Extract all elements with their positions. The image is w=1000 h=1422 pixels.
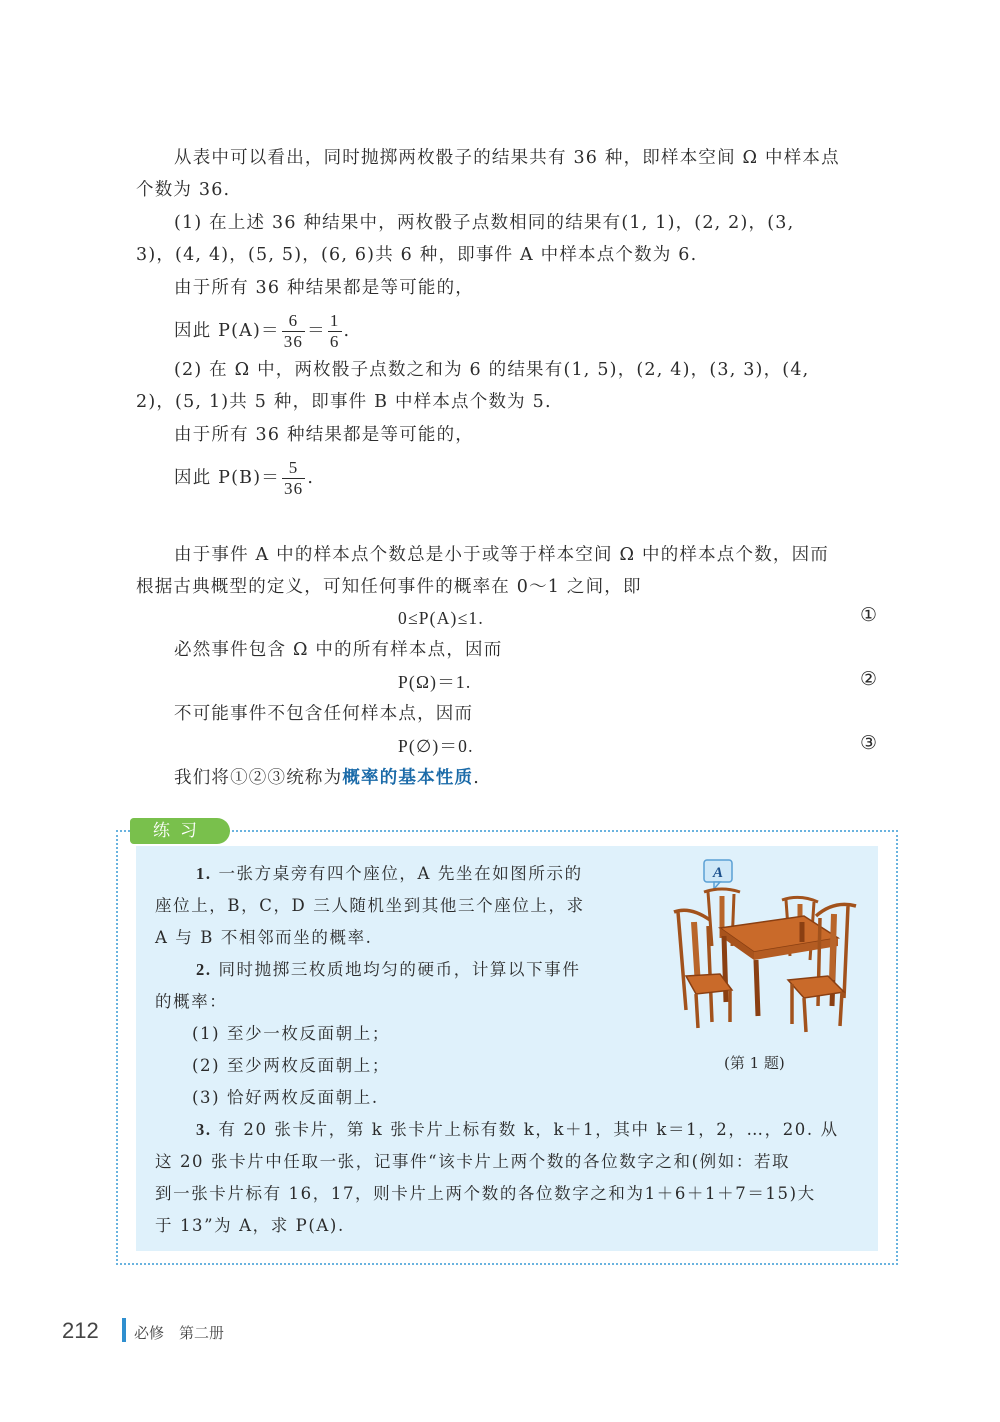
exercise-line: (1) 至少一枚反面朝上； xyxy=(192,1024,390,1043)
equation-2: P(Ω)＝1. xyxy=(398,672,472,692)
text-line: 由于所有 36 种结果都是等可能的， xyxy=(174,425,474,445)
numerator: 6 xyxy=(282,311,305,332)
denominator: 6 xyxy=(329,332,340,351)
exercise-line: (2) 至少两枚反面朝上； xyxy=(192,1056,390,1075)
figure-label: A xyxy=(712,865,724,881)
numerator: 1 xyxy=(329,311,340,330)
exercise-line: (3) 恰好两枚反面朝上. xyxy=(192,1088,379,1107)
fraction xyxy=(328,311,342,352)
speech-bubble xyxy=(704,860,732,889)
fraction xyxy=(282,458,305,499)
fraction xyxy=(282,311,305,352)
question-text: 有 20 张卡片，第 k 张卡片上标有数 k，k＋1，其中 k＝1，2，…，20. 从 xyxy=(218,1120,839,1139)
probability-a-formula xyxy=(174,308,350,354)
text-line: 必然事件包含 Ω 中的所有样本点，因而 xyxy=(174,640,503,660)
formula-prefix: 因此 P(A)＝ xyxy=(174,321,280,341)
text-span: . xyxy=(473,768,480,788)
exercise-line: 这 20 张卡片中任取一张，记事件“该卡片上两个数的各位数字之和(例如：若取 xyxy=(155,1152,791,1171)
probability-b-formula xyxy=(174,455,314,501)
text-line: 3)，(4, 4)，(5, 5)，(6, 6)共 6 种，即事件 A 中样本点个数为 6. xyxy=(136,245,698,265)
question-text: 同时抛掷三枚质地均匀的硬币，计算以下事件 xyxy=(218,960,581,979)
figure-caption: (第 1 题) xyxy=(724,1054,785,1072)
equation-1: 0≤P(A)≤1. xyxy=(398,608,484,628)
text-line: 2)，(5, 1)共 5 种，即事件 B 中样本点个数为 5. xyxy=(136,392,552,412)
equation-3: P(∅)＝0. xyxy=(398,736,474,756)
equation-number-2: ② xyxy=(860,668,878,690)
question-number: 3. xyxy=(196,1120,212,1139)
question-text: 一张方桌旁有四个座位，A 先坐在如图所示的 xyxy=(218,864,583,883)
question-number: 1. xyxy=(196,864,212,883)
exercise-line: 座位上，B，C，D 三人随机坐到其他三个座位上，求 xyxy=(155,896,585,915)
text-line: 根据古典概型的定义，可知任何事件的概率在 0～1 之间，即 xyxy=(136,577,642,597)
exercise-line xyxy=(196,1118,839,1142)
text-line: (1) 在上述 36 种结果中，两枚骰子点数相同的结果有(1, 1)，(2, 2)，(3, xyxy=(174,213,795,233)
exercise-line: 于 13”为 A，求 P(A). xyxy=(155,1216,345,1235)
equation-number-3: ③ xyxy=(860,732,878,754)
exercise-line: 到一张卡片标有 16，17，则卡片上两个数的各位数字之和为1＋6＋1＋7＝15)大 xyxy=(155,1184,816,1203)
exercise-tag: 练习 xyxy=(130,818,230,844)
key-term: 概率的基本性质 xyxy=(342,768,474,788)
formula-prefix: 因此 P(B)＝ xyxy=(174,468,280,488)
page-number: 212 xyxy=(62,1318,99,1343)
question-number: 2. xyxy=(196,960,212,979)
text-line: (2) 在 Ω 中，两枚骰子点数之和为 6 的结果有(1, 5)，(2, 4)，(3, 3)，(4, xyxy=(174,360,810,380)
text-line: 不可能事件不包含任何样本点，因而 xyxy=(174,704,474,724)
exercise-line xyxy=(196,958,580,982)
text-line xyxy=(174,766,480,790)
footer-divider xyxy=(122,1318,126,1342)
denominator: 36 xyxy=(283,479,304,498)
equals-sign: ＝ xyxy=(307,321,326,341)
text-line: 由于所有 36 种结果都是等可能的， xyxy=(174,278,474,298)
text-line: 由于事件 A 中的样本点个数总是小于或等于样本空间 Ω 中的样本点个数，因而 xyxy=(174,545,829,565)
numerator: 5 xyxy=(282,458,305,479)
equation-number-1: ① xyxy=(860,604,878,626)
exercise-line: A 与 B 不相邻而坐的概率. xyxy=(155,928,373,947)
text-line: 个数为 36. xyxy=(136,180,231,200)
formula-end: . xyxy=(343,321,351,341)
table-chairs-figure xyxy=(668,856,868,1036)
exercise-line: 的概率： xyxy=(155,992,228,1011)
exercise-line xyxy=(196,862,583,886)
text-span: 我们将①②③统称为 xyxy=(174,768,343,788)
denominator: 36 xyxy=(283,332,304,351)
text-line: 从表中可以看出，同时抛掷两枚骰子的结果共有 36 种，即样本空间 Ω 中样本点 xyxy=(174,148,840,168)
formula-end: . xyxy=(307,468,315,488)
book-title: 必修 第二册 xyxy=(134,1324,225,1342)
